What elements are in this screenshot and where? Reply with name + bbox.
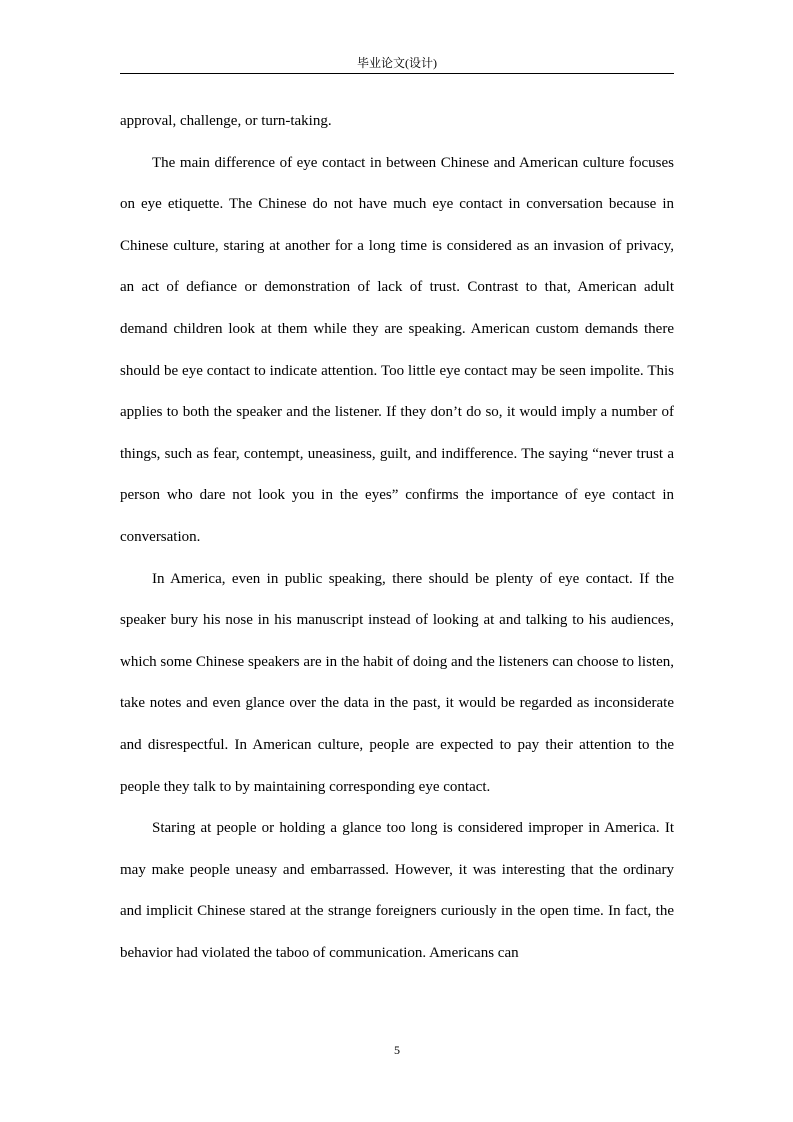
running-header: 毕业论文(设计) [357,56,437,70]
page-number: 5 [394,1043,400,1057]
paragraph: Staring at people or holding a glance too long is considered improper in America. It may make people uneasy and embarrassed. However, it was interesting that the ordinary and implicit Chinese stared at the strange foreigners curiously in the open time. In fact, the behavior had violated the taboo of communication. Americans can [120,820,674,961]
paragraph: The main difference of eye contact in between Chinese and American culture focuses on eye etiquette. The Chinese do not have much eye contact in conversation because in Chinese culture, staring at another for a long time is considered as an invasion of privacy, an act of defiance or demonstration of lack of trust. Contrast to that, American adult demand children look at them while they are speaking. American custom demands there should be eye contact to indicate attention. Too little eye contact may be seen impolite. This applies to both the speaker and the listener. If they don’t do so, it would imply a number of things, such as fear, contempt, uneasiness, guilt, and indifference. The saying “never trust a person who dare not look you in the eyes” confirms the importance of eye contact in conversation. [120,154,674,545]
paragraph-continuation: approval, challenge, or turn-taking. [120,113,332,129]
body-text [120,101,674,974]
paragraph: In America, even in public speaking, there should be plenty of eye contact. If the speaker bury his nose in his manuscript instead of looking at and talking to his audiences, which some Chinese speakers are in the habit of doing and the listeners can choose to listen, take notes and even glance over the data in the past, it would be regarded as inconsiderate and disrespectful. In American culture, people are expected to pay their attention to the people they talk to by maintaining corresponding eye contact. [120,570,674,795]
header-rule [120,73,674,74]
